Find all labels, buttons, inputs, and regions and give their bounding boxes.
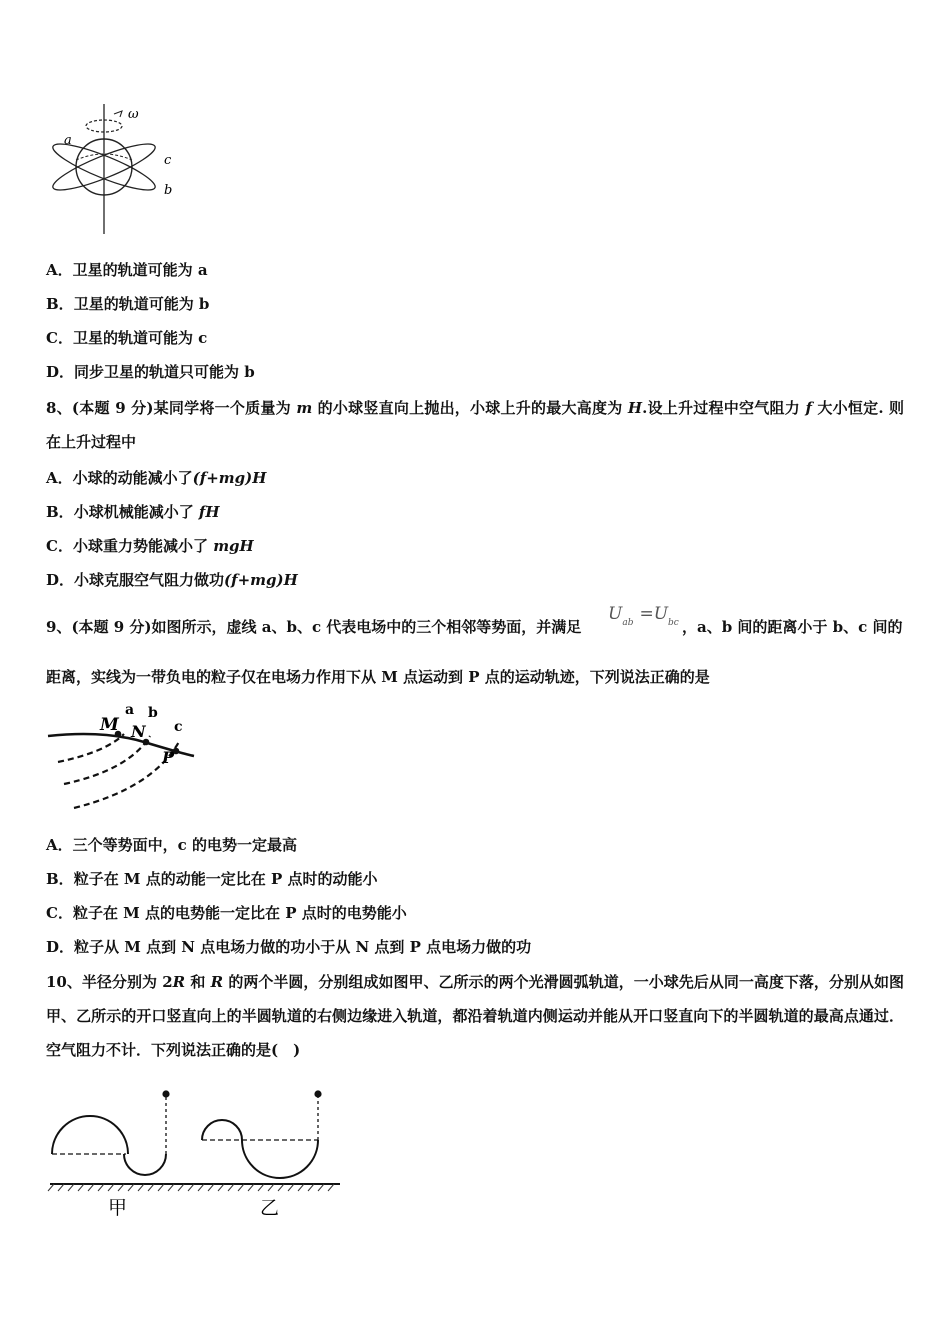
q8-option-c: C．小球重力势能减小了 mgH <box>46 537 254 555</box>
orbits-figure <box>40 100 200 240</box>
orbit-b-label: b <box>164 183 173 198</box>
surface-b-label: b <box>148 705 158 721</box>
point-n-label: N <box>131 722 146 741</box>
q8-option-b: B．小球机械能减小了 fH <box>46 503 220 521</box>
q9-option-c: C．粒子在 M 点的电势能一定比在 P 点时的电势能小 <box>46 904 407 922</box>
q8-option-d: D．小球克服空气阻力做功(f+mg)H <box>46 571 298 589</box>
q9-stem-line1: 9、(本题 9 分)如图所示，虚线 a、b、c 代表电场中的三个相邻等势面，并满足 <box>46 618 582 636</box>
equipotential-figure <box>44 700 204 816</box>
label-yi: 乙 <box>260 1197 280 1219</box>
point-m-label: M <box>100 715 119 735</box>
q8-stem: 8、(本题 9 分)某同学将一个质量为 m 的小球竖直向上抛出，小球上升的最大高度为 H.设上升过程中空气阻力 f 大小恒定. 则在上升过程中 <box>46 399 904 451</box>
orbit-c-label: c <box>164 153 172 168</box>
omega-label: ω <box>128 107 139 122</box>
q7-option-a: A．卫星的轨道可能为 a <box>46 261 208 279</box>
q9-stem-line1-end: ，a、b 间的距离小于 b、c 间的 <box>682 618 903 636</box>
orbit-a-label: a <box>64 133 72 148</box>
q10-stem: 10、半径分别为 2R 和 R 的两个半圆，分别组成如图甲、乙所示的两个光滑圆弧轨道，一小球先后从同一高度下落，分别从如图甲、乙所示的开口竖直向上的半圆轨道的右侧边缘进入轨道，都沿着轨道内侧运动并能从开口竖直向下的半圆轨道的最高点通过．空气阻力不计．下列说法正确的是( ) <box>46 973 904 1059</box>
q7-option-d: D．同步卫星的轨道只可能为 b <box>46 363 255 381</box>
q8-option-a: A．小球的动能减小了(f+mg)H <box>46 469 267 487</box>
surface-a-label: a <box>125 702 135 718</box>
q9-option-a: A．三个等势面中，c 的电势一定最高 <box>46 836 297 854</box>
tracks-figure <box>44 1082 344 1224</box>
surface-c-label: c <box>174 719 183 735</box>
q9-option-b: B．粒子在 M 点的动能一定比在 P 点时的动能小 <box>46 870 378 888</box>
q9-option-d: D．粒子从 M 点到 N 点电场力做的功小于从 N 点到 P 点电场力做的功 <box>46 938 532 956</box>
point-p-label: P <box>162 748 175 767</box>
q9-stem-line2: 距离，实线为一带负电的粒子仅在电场力作用下从 M 点运动到 P 点的运动轨迹，下列说法正确的是 <box>46 668 710 686</box>
q7-option-b: B．卫星的轨道可能为 b <box>46 295 210 313</box>
label-jia: 甲 <box>108 1197 128 1219</box>
q9-formula: $U_{ab} =U_{bc}$ <box>608 604 679 628</box>
q7-option-c: C．卫星的轨道可能为 c <box>46 329 208 347</box>
